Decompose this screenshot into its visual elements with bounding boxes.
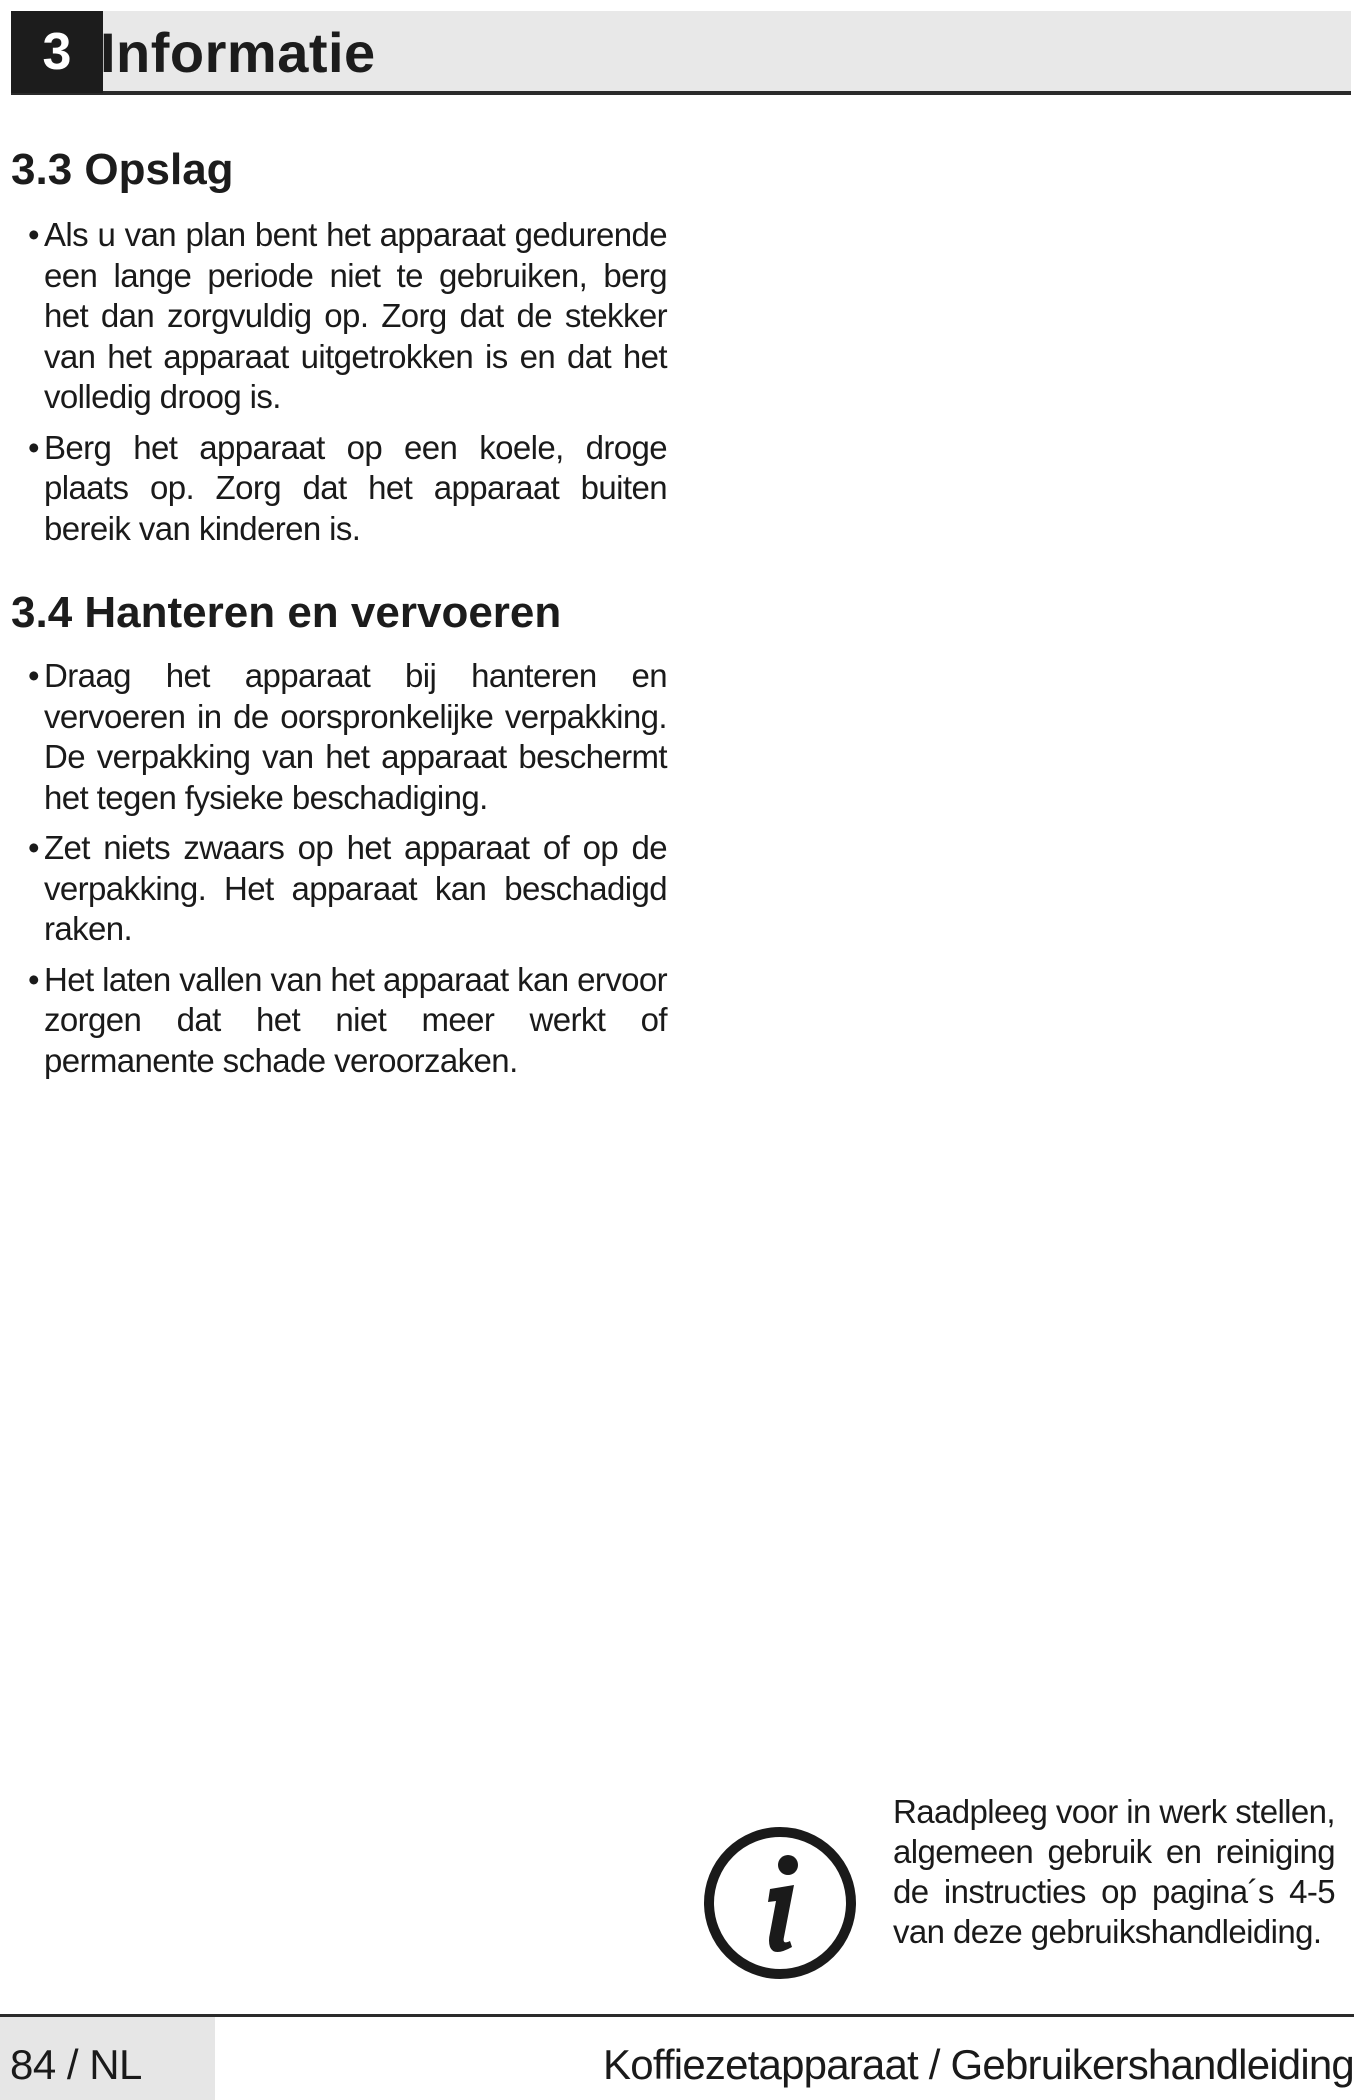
opslag-bullet-list: [30, 215, 667, 559]
section-heading-opslag: 3.3 Opslag: [11, 145, 234, 194]
bullet-text: Berg het apparaat op een koele, droge plaats op. Zorg dat het apparaat buiten bereik van kinderen is.: [44, 428, 667, 547]
section-heading-hanteren: 3.4 Hanteren en vervoeren: [11, 588, 562, 637]
bullet-text: Zet niets zwaars op het apparaat of op de verpakking. Het apparaat kan beschadigd raken.: [44, 829, 667, 947]
bullet-icon: •: [28, 960, 39, 998]
list-item: [30, 428, 667, 550]
page-number: 84 / NL: [10, 2041, 142, 2088]
document-title: Koffiezetapparaat / Gebruikershandleiding: [603, 2041, 1354, 2088]
list-item: [30, 960, 667, 1082]
info-note-text: Raadpleeg voor in werk stellen, algemeen gebruik en reiniging de instructies op pagina´s 4-5 van deze gebruikshandleiding.: [893, 1793, 1335, 1950]
bullet-icon: •: [28, 428, 39, 466]
hanteren-bullet-list: [30, 656, 667, 1091]
bullet-text: Het laten vallen van het apparaat kan ervoor zorgen dat het niet meer werkt of permanente schade veroorzaken.: [44, 960, 668, 1079]
list-item: [30, 215, 667, 418]
info-icon: [700, 1823, 860, 1983]
list-item: [30, 828, 667, 950]
bullet-text: Als u van plan bent het apparaat gedurende een lange periode niet te gebruiken, berg het dan zorgvuldig op. Zorg dat de stekker van het apparaat uitgetrokken is en dat het volledig droog is.: [44, 216, 667, 415]
chapter-title: Informatie: [100, 21, 376, 84]
bullet-text: Draag het apparaat bij hanteren en vervoeren in de oorspronkelijke verpakking. De verpakking van het apparaat beschermt het tegen fysieke beschadiging.: [44, 657, 667, 816]
bullet-icon: •: [28, 216, 39, 253]
list-item: [30, 656, 667, 818]
bullet-icon: •: [28, 829, 39, 866]
bullet-icon: •: [28, 657, 39, 694]
chapter-number: 3: [11, 11, 103, 93]
